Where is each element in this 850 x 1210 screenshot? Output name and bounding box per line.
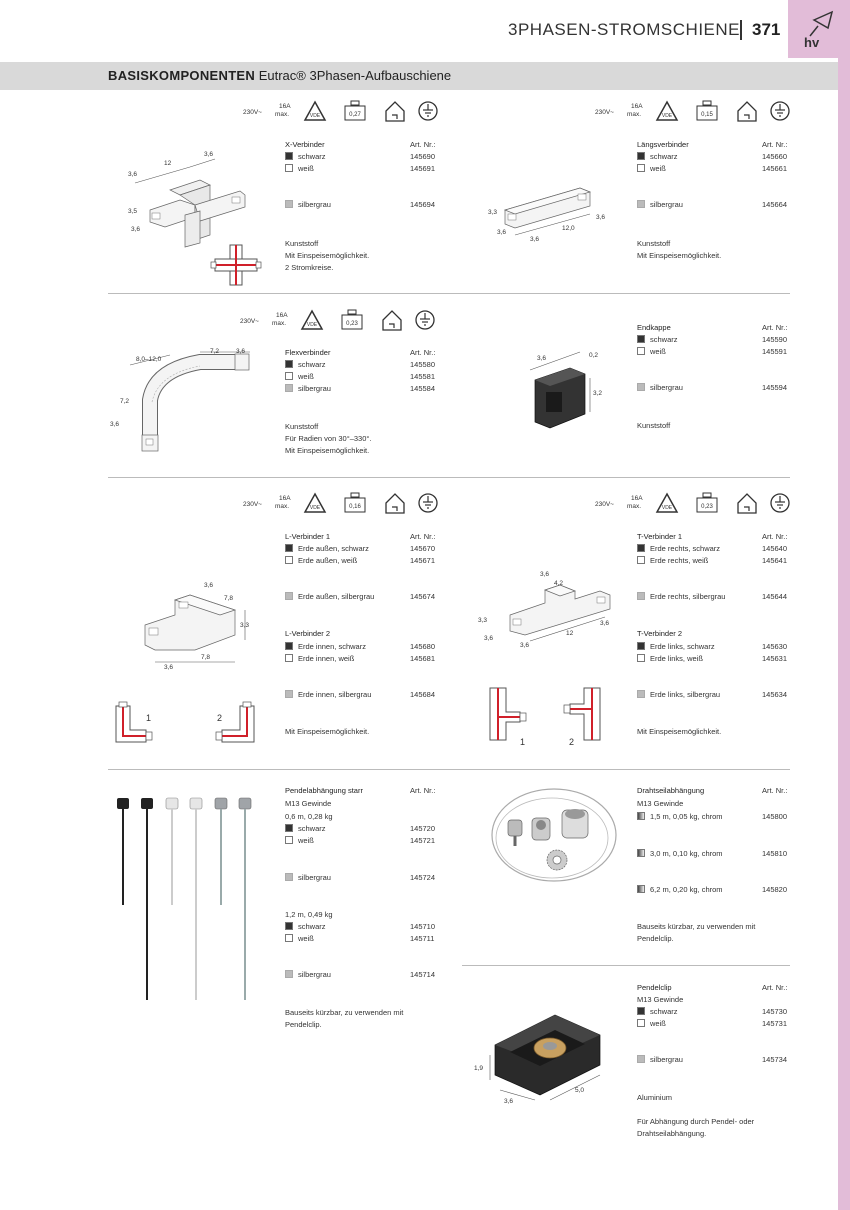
color-swatch-chrome xyxy=(637,849,645,857)
color-swatch-white xyxy=(285,836,293,844)
product-note: Kunststoff xyxy=(637,421,671,430)
article-number: 145681 xyxy=(410,654,436,663)
schematic-label: 2 xyxy=(569,737,575,747)
dimension-label: 3,6 xyxy=(131,226,141,233)
house-icon xyxy=(380,309,404,333)
house-icon xyxy=(383,492,407,516)
variant-label: Erde links, weiß xyxy=(650,654,703,663)
color-swatch-white xyxy=(637,1019,645,1027)
variant-label: Erde innen, schwarz xyxy=(298,642,366,651)
article-number: 145580 xyxy=(410,360,436,369)
article-number: 145720 xyxy=(410,824,436,833)
dimension-label: 0,2 xyxy=(589,352,599,359)
dimension-label: 7,8 xyxy=(224,595,234,602)
triangle-vde-icon xyxy=(300,309,324,331)
product-note: Mit Einspeisemöglichkeit. xyxy=(285,251,370,260)
variant-label: silbergrau xyxy=(298,200,331,209)
pendel-rods-drawing xyxy=(110,790,270,1005)
drahtseil-drawing xyxy=(482,780,627,895)
product-note: Bauseits kürzbar, zu verwenden mit xyxy=(285,1008,404,1017)
color-swatch-silver xyxy=(637,1055,645,1063)
article-number: 145820 xyxy=(762,885,788,894)
product-title: Flexverbinder xyxy=(285,348,331,357)
ground-icon xyxy=(769,492,791,514)
color-swatch-silver xyxy=(637,383,645,391)
article-number: 145594 xyxy=(762,383,788,392)
product-note: Bauseits kürzbar, zu verwenden mit xyxy=(637,922,756,931)
article-number: 145631 xyxy=(762,654,788,663)
house-icon xyxy=(735,492,759,516)
color-swatch-silver xyxy=(285,690,293,698)
article-number: 145810 xyxy=(762,849,788,858)
variant-label: schwarz xyxy=(298,824,326,833)
variant-label: Erde außen, silbergrau xyxy=(298,592,375,601)
triangle-vde-icon xyxy=(303,100,327,122)
vde-mark: VDE xyxy=(661,113,673,119)
art-nr-header: Art. Nr.: xyxy=(762,140,788,149)
variant-label: silbergrau xyxy=(650,1055,683,1064)
x-verbinder-drawing xyxy=(120,145,270,290)
product-note: 2 Stromkreise. xyxy=(285,263,334,272)
variant-label: schwarz xyxy=(650,335,678,344)
svg-text:hv: hv xyxy=(804,35,820,50)
hv-logo-icon xyxy=(788,0,850,58)
variant-label: silbergrau xyxy=(298,970,331,979)
dimension-label: 12 xyxy=(164,160,172,167)
color-swatch-white xyxy=(285,556,293,564)
current-label: 16A xyxy=(631,103,643,110)
current-label: 16A xyxy=(631,495,643,502)
weight-icon xyxy=(343,100,367,124)
thread-spec: M13 Gewinde xyxy=(285,799,332,808)
color-swatch-chrome xyxy=(637,812,645,820)
variant-label: weiß xyxy=(298,164,314,173)
voltage-label: 230V~ xyxy=(595,501,614,508)
dimension-label: 3,6 xyxy=(530,236,540,243)
variant-label: Erde links, silbergrau xyxy=(650,690,721,699)
product-note: Für Abhängung durch Pendel- oder xyxy=(637,1117,755,1126)
color-swatch-silver xyxy=(285,970,293,978)
variant-label: silbergrau xyxy=(650,383,683,392)
article-number: 145640 xyxy=(762,544,788,553)
article-number: 145591 xyxy=(762,347,788,356)
brand-logo-box xyxy=(788,0,850,58)
ground-icon xyxy=(414,309,436,331)
variant-label: schwarz xyxy=(298,360,326,369)
color-swatch-white xyxy=(637,556,645,564)
variant-label: 1,5 m, 0,05 kg, chrom xyxy=(650,812,723,821)
article-number: 145724 xyxy=(410,873,436,882)
article-number: 145660 xyxy=(762,152,788,161)
variant-label: weiß xyxy=(298,934,314,943)
article-number: 145644 xyxy=(762,592,788,601)
dimension-label: 3,6 xyxy=(520,642,530,649)
art-nr-header: Art. Nr.: xyxy=(762,323,788,332)
length-weight-spec: 1,2 m, 0,49 kg xyxy=(285,910,333,919)
art-nr-header: Art. Nr.: xyxy=(410,348,436,357)
product-title: Pendelabhängung starr xyxy=(285,786,363,795)
max-label: max. xyxy=(627,111,642,118)
t-verbinder-schematic xyxy=(480,682,620,742)
triangle-vde-icon xyxy=(655,100,679,122)
current-label: 16A xyxy=(279,103,291,110)
product-note: Mit Einspeisemöglichkeit. xyxy=(637,727,722,736)
dimension-label: 3,3 xyxy=(488,209,498,216)
article-number: 145671 xyxy=(410,556,436,565)
pendelclip-drawing xyxy=(480,1000,620,1105)
product-note: Drahtseilabhängung. xyxy=(637,1129,707,1138)
voltage-label: 230V~ xyxy=(243,501,262,508)
side-color-strip xyxy=(838,58,850,1210)
dimension-label: 8,0–12,0 xyxy=(136,356,162,363)
color-swatch-white xyxy=(637,654,645,662)
article-number: 145674 xyxy=(410,592,436,601)
article-number: 145634 xyxy=(762,690,788,699)
triangle-vde-icon xyxy=(303,492,327,514)
dimension-label: 3,6 xyxy=(540,571,550,578)
product-title: L-Verbinder 1 xyxy=(285,532,331,541)
house-icon xyxy=(735,100,759,124)
current-label: 16A xyxy=(276,312,288,319)
weight-value: 0,27 xyxy=(349,112,361,118)
current-label: 16A xyxy=(279,495,291,502)
article-number: 145680 xyxy=(410,642,436,651)
dimension-label: 3,6 xyxy=(128,171,138,178)
color-swatch-black xyxy=(285,642,293,650)
color-swatch-black xyxy=(637,152,645,160)
color-swatch-silver xyxy=(285,384,293,392)
dimension-label: 3,2 xyxy=(593,390,603,397)
ground-icon xyxy=(769,100,791,122)
endkappe-drawing xyxy=(520,350,603,435)
length-weight-spec: 0,6 m, 0,28 kg xyxy=(285,812,333,821)
product-title: T-Verbinder 2 xyxy=(637,629,683,638)
color-swatch-black xyxy=(637,642,645,650)
color-swatch-silver xyxy=(285,592,293,600)
dimension-label: 3,3 xyxy=(240,622,250,629)
variant-label: Erde innen, silbergrau xyxy=(298,690,372,699)
article-number: 145664 xyxy=(762,200,788,209)
article-number: 145734 xyxy=(762,1055,788,1064)
dimension-label: 7,2 xyxy=(120,398,130,405)
article-number: 145584 xyxy=(410,384,436,393)
l-verbinder-schematic xyxy=(110,700,270,750)
dimension-label: 3,6 xyxy=(497,229,507,236)
article-number: 145670 xyxy=(410,544,436,553)
dimension-label: 12,0 xyxy=(562,225,575,232)
flexverbinder-drawing xyxy=(110,340,270,470)
article-number: 145694 xyxy=(410,200,436,209)
dimension-label: 5,0 xyxy=(575,1087,585,1094)
art-nr-header: Art. Nr.: xyxy=(410,786,436,795)
article-number: 145684 xyxy=(410,690,436,699)
variant-label: Erde rechts, schwarz xyxy=(650,544,721,553)
color-swatch-black xyxy=(285,360,293,368)
variant-label: Erde außen, weiß xyxy=(298,556,358,565)
product-title: Drahtseilabhängung xyxy=(637,786,705,795)
product-note: Kunststoff xyxy=(285,239,319,248)
art-nr-header: Art. Nr.: xyxy=(762,786,788,795)
product-note: Mit Einspeisemöglichkeit. xyxy=(637,251,722,260)
variant-label: silbergrau xyxy=(298,384,331,393)
dimension-label: 3,6 xyxy=(110,421,120,428)
variant-label: 3,0 m, 0,10 kg, chrom xyxy=(650,849,723,858)
max-label: max. xyxy=(272,320,287,327)
product-note: Pendelclip. xyxy=(285,1020,322,1029)
art-nr-header: Art. Nr.: xyxy=(762,983,788,992)
article-number: 145721 xyxy=(410,836,436,845)
vde-mark: VDE xyxy=(309,505,321,511)
dimension-label: 3,3 xyxy=(478,617,488,624)
article-number: 145581 xyxy=(410,372,436,381)
variant-label: weiß xyxy=(298,836,314,845)
article-number: 145730 xyxy=(762,1007,788,1016)
dimension-label: 3,6 xyxy=(484,635,494,642)
article-number: 145800 xyxy=(762,812,788,821)
color-swatch-silver xyxy=(285,873,293,881)
color-swatch-chrome xyxy=(637,885,645,893)
variant-label: Erde rechts, weiß xyxy=(650,556,709,565)
variant-label: schwarz xyxy=(298,152,326,161)
color-swatch-silver xyxy=(285,200,293,208)
variant-label: silbergrau xyxy=(298,873,331,882)
art-nr-header: Art. Nr.: xyxy=(762,532,788,541)
ground-icon xyxy=(417,492,439,514)
dimension-label: 1,9 xyxy=(474,1065,484,1072)
color-swatch-black xyxy=(637,335,645,343)
dimension-label: 3,6 xyxy=(504,1098,514,1105)
schematic-label: 1 xyxy=(146,713,152,723)
color-swatch-black xyxy=(285,824,293,832)
vde-mark: VDE xyxy=(661,505,673,511)
max-label: max. xyxy=(275,111,290,118)
product-title: Endkappe xyxy=(637,323,671,332)
voltage-label: 230V~ xyxy=(595,109,614,116)
color-swatch-black xyxy=(285,152,293,160)
article-number: 145710 xyxy=(410,922,436,931)
variant-label: silbergrau xyxy=(650,200,683,209)
dimension-label: 3,6 xyxy=(600,620,610,627)
dimension-label: 3,6 xyxy=(596,214,606,221)
color-swatch-black xyxy=(285,544,293,552)
dimension-label: 3,6 xyxy=(204,151,214,158)
variant-label: Erde außen, schwarz xyxy=(298,544,369,553)
color-swatch-white xyxy=(637,164,645,172)
weight-icon xyxy=(340,309,364,333)
article-number: 145630 xyxy=(762,642,788,651)
voltage-label: 230V~ xyxy=(243,109,262,116)
product-title: Pendelclip xyxy=(637,983,672,992)
row-divider xyxy=(108,477,790,478)
color-swatch-white xyxy=(285,164,293,172)
article-number: 145690 xyxy=(410,152,436,161)
product-note: Aluminium xyxy=(637,1093,673,1102)
row-divider xyxy=(462,965,790,966)
weight-value: 0,16 xyxy=(349,504,361,510)
article-number: 145714 xyxy=(410,970,436,979)
max-label: max. xyxy=(627,503,642,510)
variant-label: schwarz xyxy=(650,1007,678,1016)
article-number: 145641 xyxy=(762,556,788,565)
variant-label: Erde rechts, silbergrau xyxy=(650,592,726,601)
variant-label: schwarz xyxy=(298,922,326,931)
ground-icon xyxy=(417,100,439,122)
product-title: Längsverbinder xyxy=(637,140,689,149)
thread-spec: M13 Gewinde xyxy=(637,799,684,808)
art-nr-header: Art. Nr.: xyxy=(410,140,436,149)
product-title: L-Verbinder 2 xyxy=(285,629,331,638)
dimension-label: 3,6 xyxy=(204,582,214,589)
dimension-label: 4,2 xyxy=(554,580,564,587)
product-title: T-Verbinder 1 xyxy=(637,532,683,541)
variant-label: 6,2 m, 0,20 kg, chrom xyxy=(650,885,723,894)
color-swatch-white xyxy=(285,372,293,380)
color-swatch-silver xyxy=(637,592,645,600)
max-label: max. xyxy=(275,503,290,510)
product-note: Pendelclip. xyxy=(637,934,674,943)
article-number: 145691 xyxy=(410,164,436,173)
dimension-label: 12 xyxy=(566,630,574,637)
article-number: 145661 xyxy=(762,164,788,173)
weight-value: 0,23 xyxy=(346,321,358,327)
schematic-label: 2 xyxy=(217,713,223,723)
article-number: 145711 xyxy=(410,934,435,943)
color-swatch-white xyxy=(285,654,293,662)
art-nr-header: Art. Nr.: xyxy=(410,532,436,541)
dimension-label: 3,6 xyxy=(537,355,547,362)
dimension-label: 7,8 xyxy=(201,654,211,661)
weight-icon xyxy=(695,492,719,516)
dimension-label: 3,6 xyxy=(236,348,246,355)
thread-spec: M13 Gewinde xyxy=(637,995,684,1004)
dimension-label: 3,6 xyxy=(164,664,174,671)
variant-label: weiß xyxy=(650,347,666,356)
color-swatch-silver xyxy=(637,690,645,698)
variant-label: weiß xyxy=(298,372,314,381)
variant-label: weiß xyxy=(650,164,666,173)
variant-label: Erde links, schwarz xyxy=(650,642,715,651)
color-swatch-black xyxy=(637,544,645,552)
row-divider xyxy=(108,293,790,294)
color-swatch-silver xyxy=(637,200,645,208)
vde-mark: VDE xyxy=(309,113,321,119)
variant-label: Erde innen, weiß xyxy=(298,654,355,663)
product-note: Mit Einspeisemöglichkeit. xyxy=(285,727,370,736)
dimension-label: 7,2 xyxy=(210,348,220,355)
dimension-label: 3,5 xyxy=(128,208,138,215)
triangle-vde-icon xyxy=(655,492,679,514)
weight-icon xyxy=(343,492,367,516)
variant-label: weiß xyxy=(650,1019,666,1028)
page-number: 371 xyxy=(752,20,781,39)
color-swatch-white xyxy=(637,347,645,355)
schematic-label: 1 xyxy=(520,737,526,747)
row-divider xyxy=(108,769,790,770)
article-number: 145731 xyxy=(762,1019,788,1028)
variant-label: schwarz xyxy=(650,152,678,161)
header-separator xyxy=(740,20,742,40)
product-title: X-Verbinder xyxy=(285,140,325,149)
color-swatch-white xyxy=(285,934,293,942)
product-note: Kunststoff xyxy=(637,239,671,248)
voltage-label: 230V~ xyxy=(240,318,259,325)
weight-value: 0,15 xyxy=(701,112,713,118)
color-swatch-black xyxy=(285,922,293,930)
product-note: Mit Einspeisemöglichkeit. xyxy=(285,446,370,455)
color-swatch-black xyxy=(637,1007,645,1015)
vde-mark: VDE xyxy=(306,322,318,328)
weight-value: 0,23 xyxy=(701,504,713,510)
product-note: Kunststoff xyxy=(285,422,319,431)
article-number: 145590 xyxy=(762,335,788,344)
page-title: 3PHASEN-STROMSCHIENE xyxy=(508,20,740,39)
weight-icon xyxy=(695,100,719,124)
product-note: Für Radien von 30°–330°. xyxy=(285,434,372,443)
house-icon xyxy=(383,100,407,124)
section-heading: BASISKOMPONENTEN Eutrac® 3Phasen-Aufbauschiene xyxy=(108,68,452,83)
